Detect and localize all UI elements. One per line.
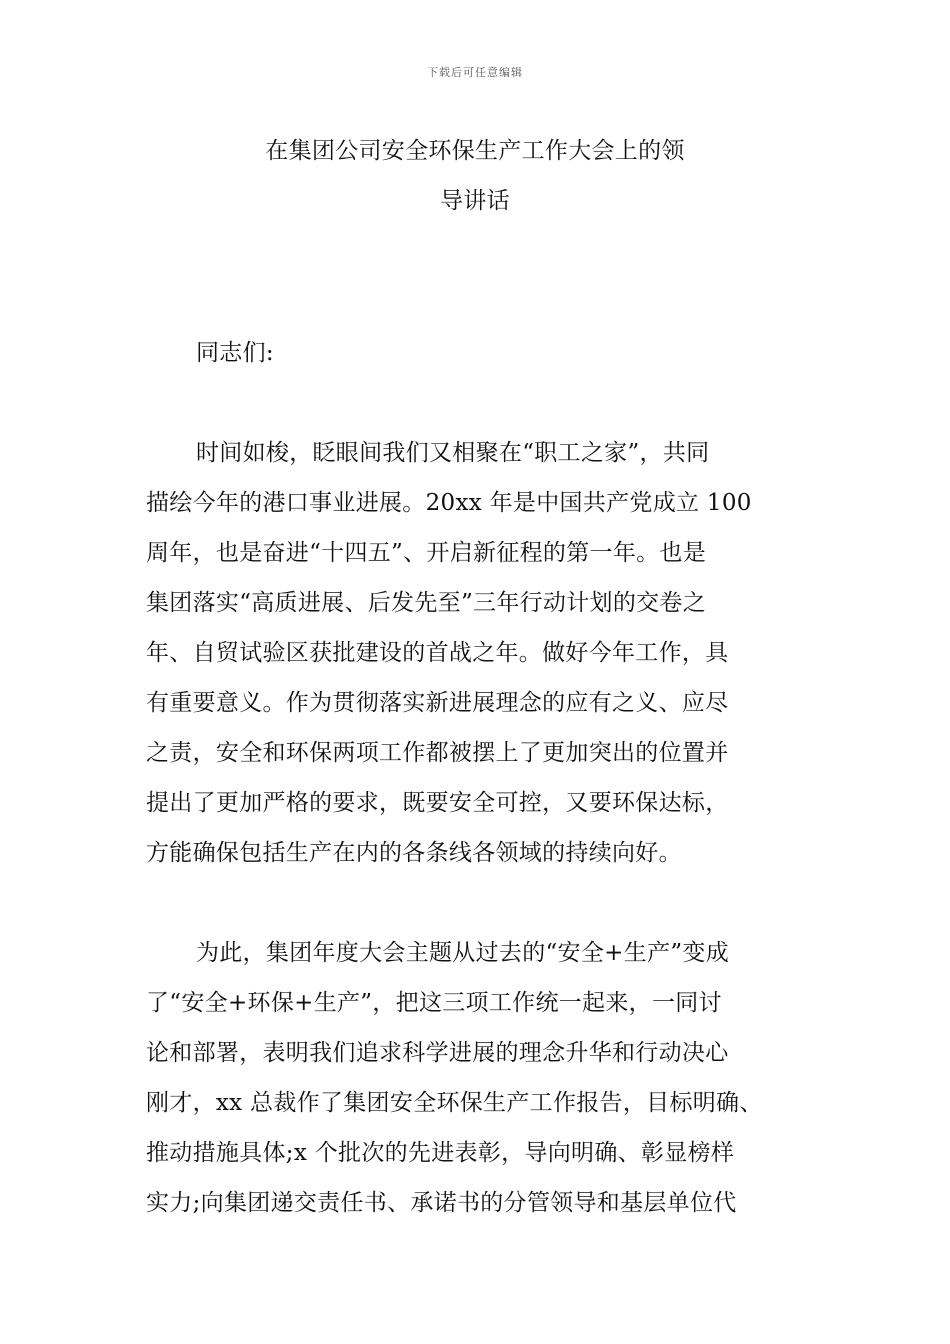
paragraph-line: 推动措施具体;x 个批次的先进表彰，导向明确、彰显榜样 xyxy=(146,1140,735,1166)
paragraph-line: 刚才，xx 总裁作了集团安全环保生产工作报告，目标明确、 xyxy=(146,1090,763,1116)
paragraph-gap xyxy=(146,878,810,928)
document-body xyxy=(146,328,810,1228)
header-note: 下载后可任意编辑 xyxy=(427,66,523,79)
paragraph-line: 实力;向集团递交责任书、承诺书的分管领导和基层单位代 xyxy=(146,1190,737,1216)
paragraph-line: 有重要意义。作为贯彻落实新进展理念的应有之义、应尽 xyxy=(146,690,729,716)
paragraph-line: 方能确保包括生产在内的各条线各领域的持续向好。 xyxy=(146,840,682,866)
paragraph-line: 论和部署，表明我们追求科学进展的理念升华和行动决心 xyxy=(146,1040,729,1066)
paragraph-line: 年、自贸试验区获批建设的首战之年。做好今年工作，具 xyxy=(146,640,729,666)
paragraph-line: 集团落实“高质进展、后发先至”三年行动计划的交卷之 xyxy=(146,590,707,616)
title-line: 导讲话 xyxy=(440,188,510,214)
paragraph-gap xyxy=(146,378,810,428)
paragraph-line: 时间如梭，眨眼间我们又相聚在“职工之家”，共同 xyxy=(196,440,710,466)
paragraph-line: 之责，安全和环保两项工作都被摆上了更加突出的位置并 xyxy=(146,740,729,766)
paragraph-line: 提出了更加严格的要求，既要安全可控，又要环保达标， xyxy=(146,790,729,816)
title-line: 在集团公司安全环保生产工作大会上的领 xyxy=(265,138,685,164)
paragraph-line: 周年，也是奋进“十四五”、开启新征程的第一年。也是 xyxy=(146,540,707,566)
paragraph-line: 为此，集团年度大会主题从过去的“安全+生产”变成 xyxy=(196,940,729,966)
paragraph-line: 了“安全+环保+生产”，把这三项工作统一起来，一同讨 xyxy=(146,990,722,1016)
document-title xyxy=(140,126,810,226)
paragraph-2 xyxy=(146,928,810,1228)
paragraph-line: 描绘今年的港口事业进展。20xx 年是中国共产党成立 100 xyxy=(146,490,752,516)
greeting: 同志们: xyxy=(196,340,274,366)
paragraph-1 xyxy=(146,428,810,878)
